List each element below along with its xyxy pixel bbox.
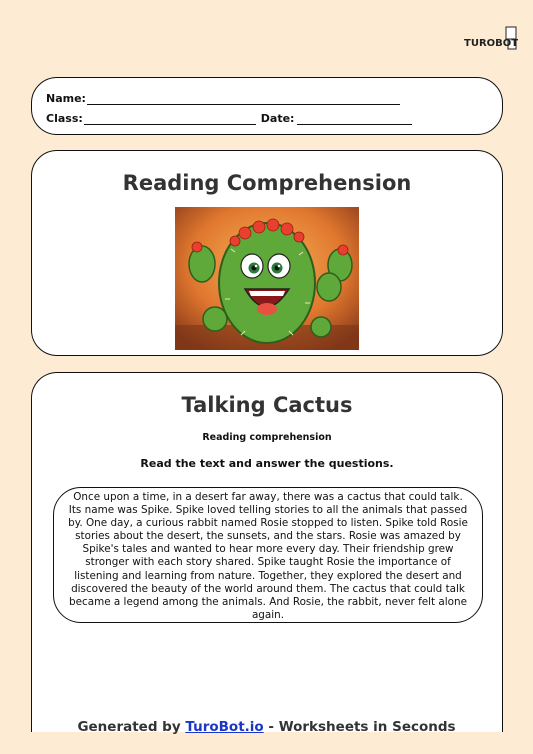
turobot-logo bbox=[462, 24, 518, 58]
name-blank[interactable] bbox=[87, 93, 400, 105]
date-blank[interactable] bbox=[297, 113, 412, 125]
story-subtitle: Reading comprehension bbox=[202, 432, 332, 443]
cactus-illustration bbox=[175, 207, 359, 350]
footer-suffix: - Worksheets in Seconds bbox=[263, 719, 456, 735]
class-date-row bbox=[46, 112, 412, 125]
comprehension-box bbox=[31, 150, 503, 356]
story-passage: Once upon a time, in a desert far away, there was a cactus that could talk. Its name was Spike. Spike loved telling stories to all the animals that passed by. One day, a curious rabbit named Rosie stopped to listen. Spike told Rosie stories about the desert, the sunsets, and the stars. Rosie was amazed by Spike's tales and wanted to hear more every day. Their friendship grew stronger with each story shared. Spike taught Rosie the importance of listening and learning from nature. Together, they explored the desert and discovered the beauty of the world around them. The cactus that could talk became a legend among the animals. And Rosie, the rabbit, never felt alone again. bbox=[53, 487, 483, 623]
footer-prefix: Generated by bbox=[77, 719, 186, 735]
name-field[interactable] bbox=[46, 92, 400, 105]
name-label: Name: bbox=[46, 92, 86, 105]
story-instruction: Read the text and answer the questions. bbox=[140, 457, 394, 470]
class-label: Class: bbox=[46, 112, 83, 125]
student-info-box bbox=[31, 77, 503, 135]
story-box bbox=[31, 372, 503, 732]
logo-text: TUROBOT bbox=[464, 38, 518, 49]
date-label: Date: bbox=[260, 112, 295, 125]
comprehension-title: Reading Comprehension bbox=[122, 171, 412, 195]
turobot-link[interactable]: TuroBot.io bbox=[185, 719, 264, 735]
class-blank[interactable] bbox=[84, 113, 256, 125]
footer bbox=[0, 719, 533, 735]
story-title: Talking Cactus bbox=[181, 393, 353, 417]
